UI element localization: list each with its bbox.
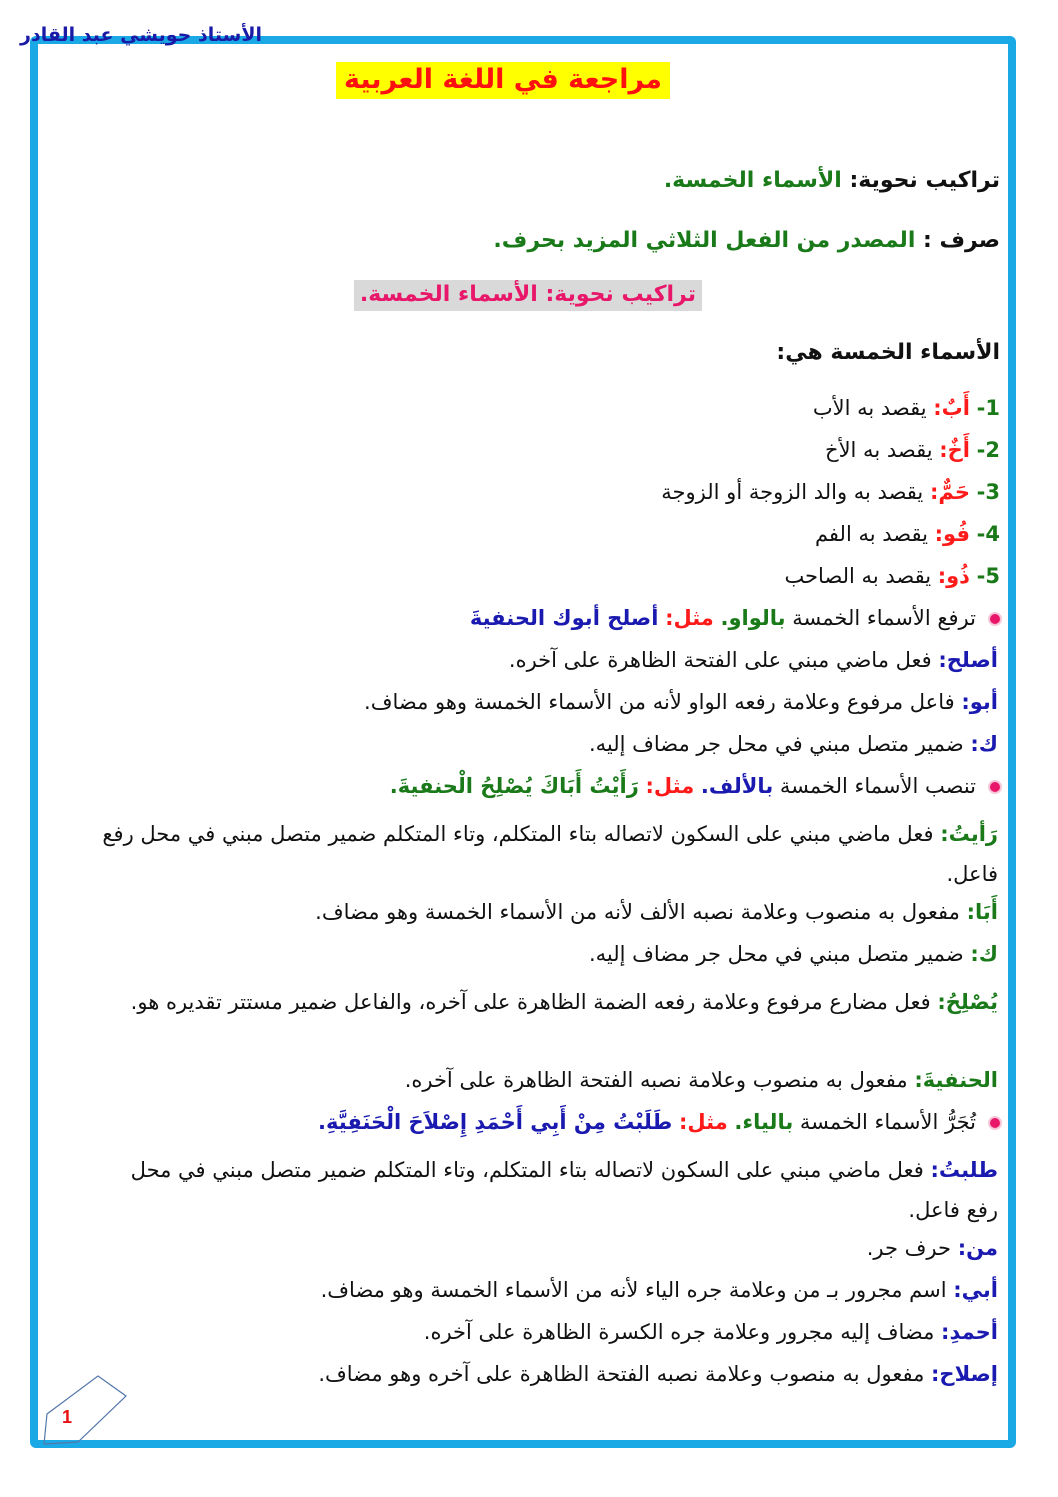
parsing-item [424,1320,998,1344]
parsed-word: ك: [970,732,998,756]
parsing-item [405,1068,998,1092]
rule-heading [318,1110,1000,1134]
noun-item [784,564,1000,588]
parsed-word: طلبتُ: [930,1158,998,1182]
parsed-word: رَأيتُ: [940,822,998,846]
list-intro: الأسماء الخمسة هي: [776,340,1000,365]
noun-number: 3- [976,480,1000,504]
rule-example: أصلح أبوك الحنفيةَ [469,606,659,630]
example-label: مثل: [645,774,695,798]
noun-item [825,438,1000,462]
rule-marker: بالياء. [734,1110,794,1134]
parsed-word: ك: [970,942,998,966]
parsing-description: فعل ماضي مبني على السكون لاتصاله بتاء المتكلم، وتاء المتكلم ضمير متصل مبني في محل رفع فاعل. [130,1158,998,1222]
noun-word: ذُو: [937,564,970,588]
section-heading [354,282,702,307]
parsed-word: الحنفيةَ: [914,1068,998,1092]
author-name: الأستاذ حويشي عبد القادر [20,24,262,46]
bullet-icon [990,782,1000,792]
noun-meaning: يقصد به الفم [814,522,928,546]
parsing-item [98,1150,998,1230]
parsing-description: فعل ماضي مبني على الفتحة الظاهرة على آخره. [508,648,932,672]
parsing-item [364,690,998,714]
parsing-item [509,648,998,672]
noun-meaning: يقصد به الصاحب [784,564,932,588]
parsing-description: مفعول به منصوب وعلامة نصبه الفتحة الظاهرة على آخره وهو مضاف. [318,1362,925,1386]
noun-item [813,396,1000,420]
example-label: مثل: [665,606,714,630]
parsing-description: حرف جر. [866,1236,951,1260]
example-label: مثل: [678,1110,728,1134]
topic-label: تراكيب نحوية: [849,168,1000,193]
parsing-item [98,814,998,894]
rule-text: تنصب الأسماء الخمسة [779,774,976,798]
section-heading-text: تراكيب نحوية: الأسماء الخمسة. [354,280,702,311]
noun-meaning: يقصد به والد الزوجة أو الزوجة [661,480,924,504]
topic-value: المصدر من الفعل الثلاثي المزيد بحرف. [493,228,916,253]
rule-text: تُجَرُّ الأسماء الخمسة [799,1110,976,1134]
parsing-description: ضمير متصل مبني في محل جر مضاف إليه. [588,732,964,756]
bullet-icon [990,614,1000,624]
parsed-word: من: [957,1236,998,1260]
parsed-word: أصلح: [938,648,998,672]
noun-number: 1- [976,396,1000,420]
noun-item [815,522,1000,546]
parsed-word: أبو: [961,690,998,714]
noun-word: فُو: [934,522,970,546]
parsing-description: مضاف إليه مجرور وعلامة جره الكسرة الظاهرة على آخره. [423,1320,935,1344]
noun-meaning: يقصد به الأب [812,396,927,420]
topic-grammar [664,168,1000,193]
noun-number: 2- [976,438,1000,462]
parsing-description: ضمير متصل مبني في محل جر مضاف إليه. [588,942,964,966]
rule-text: ترفع الأسماء الخمسة [792,606,976,630]
noun-number: 5- [976,564,1000,588]
rule-heading [470,606,1000,630]
bullet-icon [990,1118,1000,1128]
rule-example: رَأَيْتُ أَبَاكَ يُصْلِحُ الْحنفيةَ. [389,774,639,798]
parsing-description: اسم مجرور بـ من وعلامة جره الياء لأنه من الأسماء الخمسة وهو مضاف. [320,1278,947,1302]
parsing-description: مفعول به منصوب وعلامة نصبه الفتحة الظاهرة على آخره. [404,1068,908,1092]
parsed-word: يُصْلِحُ: [937,990,998,1014]
page-title: مراجعة في اللغة العربية [336,62,670,99]
parsing-item [318,1362,998,1386]
topic-value: الأسماء الخمسة. [663,168,842,193]
parsing-item [315,900,998,924]
parsed-word: أحمدِ: [941,1320,998,1344]
parsed-word: أَبَا: [966,900,998,924]
noun-word: أَبٌ: [933,396,970,420]
noun-word: حَمٌّ: [929,480,970,504]
noun-meaning: يقصد به الأخ [825,438,933,462]
parsing-item [98,982,998,1022]
noun-number: 4- [976,522,1000,546]
page-number-badge [40,1404,100,1474]
parsed-word: إصلاح: [931,1362,998,1386]
rule-heading [390,774,1000,798]
topic-morphology [493,228,1000,253]
parsing-item [867,1236,998,1260]
rule-marker: بالألف. [700,774,774,798]
parsing-description: فعل ماضي مبني على السكون لاتصاله بتاء المتكلم، وتاء المتكلم ضمير متصل مبني في محل رفع فاعل. [102,822,998,886]
parsing-item [589,732,998,756]
rule-marker: بالواو. [720,606,786,630]
noun-item [661,480,1000,504]
document-body [40,40,1010,1440]
parsing-description: مفعول به منصوب وعلامة نصبه الألف لأنه من الأسماء الخمسة وهو مضاف. [315,900,960,924]
parsed-word: أبي: [953,1278,998,1302]
parsing-description: فاعل مرفوع وعلامة رفعه الواو لأنه من الأسماء الخمسة وهو مضاف. [364,690,955,714]
parsing-item [321,1278,998,1302]
topic-label: صرف : [923,228,1000,253]
noun-word: أَخٌ: [939,438,970,462]
parsing-description: فعل مضارع مرفوع وعلامة رفعه الضمة الظاهرة على آخره، والفاعل ضمير مستتر تقديره هو. [130,990,931,1014]
parsing-item [589,942,998,966]
rule-example: طَلَبْتُ مِنْ أَبِي أَحْمَدِ إِصْلاَحَ الْحَنَفِيَّةِ. [318,1110,673,1134]
page-number: 1 [62,1407,73,1427]
page-corner-shape [40,1374,140,1454]
